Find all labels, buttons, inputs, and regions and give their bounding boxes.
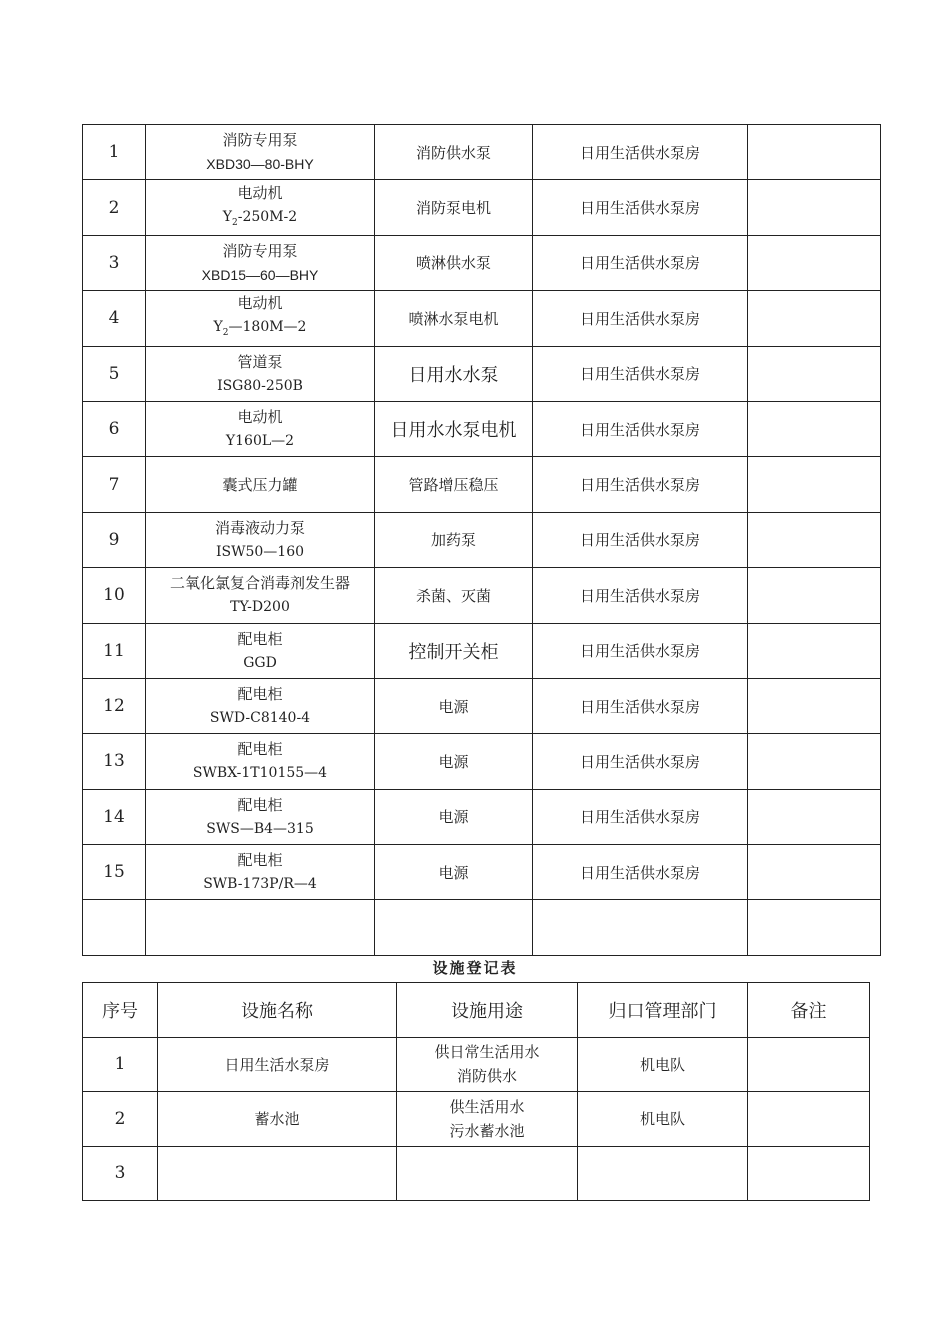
equipment-use: 消防供水泵 — [375, 125, 533, 180]
equipment-use: 电源 — [375, 678, 533, 733]
equipment-name-cell — [146, 125, 375, 180]
equipment-location: 日用生活供水泵房 — [533, 734, 748, 789]
equipment-table — [82, 124, 881, 956]
row-number: 1 — [83, 1037, 158, 1092]
equipment-use: 喷淋水泵电机 — [375, 291, 533, 346]
row-number: 3 — [83, 1146, 158, 1201]
equipment-location: 日用生活供水泵房 — [533, 845, 748, 900]
equipment-name-cell — [146, 235, 375, 290]
header-department: 归口管理部门 — [578, 983, 748, 1038]
equipment-location: 日用生活供水泵房 — [533, 457, 748, 512]
row-number: 13 — [83, 734, 146, 789]
registry-title: 设施登记表 — [432, 959, 518, 977]
equipment-remark — [748, 291, 881, 346]
table-row — [83, 346, 881, 401]
equipment-location: 日用生活供水泵房 — [533, 125, 748, 180]
equipment-model: XBD30—80-BHY — [206, 156, 314, 173]
row-number: 2 — [83, 180, 146, 235]
equipment-model: GGD — [243, 654, 277, 671]
equipment-use: 电源 — [375, 789, 533, 844]
equipment-location: 日用生活供水泵房 — [533, 623, 748, 678]
equipment-model: XBD15—60—BHY — [201, 266, 319, 283]
equipment-name: 电动机 — [237, 294, 283, 313]
table-row — [83, 291, 881, 346]
equipment-remark — [748, 180, 881, 235]
table-row — [83, 1146, 870, 1201]
equipment-remark — [748, 235, 881, 290]
equipment-use — [375, 900, 533, 955]
model-prefix: Y — [213, 319, 223, 336]
equipment-location — [533, 900, 748, 955]
equipment-name-cell — [146, 401, 375, 456]
row-number: 9 — [83, 512, 146, 567]
row-number: 5 — [83, 346, 146, 401]
equipment-use: 电源 — [375, 734, 533, 789]
equipment-use: 控制开关柜 — [375, 623, 533, 678]
facility-department: 机电队 — [578, 1037, 748, 1092]
equipment-remark — [748, 568, 881, 623]
facility-use-line: 供生活用水 — [449, 1097, 525, 1116]
facility-name — [158, 1146, 397, 1201]
equipment-location: 日用生活供水泵房 — [533, 512, 748, 567]
equipment-model: ISG80-250B — [217, 377, 303, 394]
equipment-name: 管道泵 — [237, 352, 283, 371]
equipment-name-cell — [146, 623, 375, 678]
equipment-name — [146, 900, 375, 955]
facility-use-cell — [397, 1092, 578, 1147]
equipment-model — [146, 205, 374, 235]
equipment-use: 日用水水泵电机 — [375, 401, 533, 456]
facility-name: 蓄水池 — [158, 1092, 397, 1147]
equipment-remark — [748, 125, 881, 180]
model-subscript: 2 — [232, 217, 238, 228]
table-row — [83, 623, 881, 678]
facility-department: 机电队 — [578, 1092, 748, 1147]
equipment-use: 消防泵电机 — [375, 180, 533, 235]
equipment-location: 日用生活供水泵房 — [533, 678, 748, 733]
row-number: 10 — [83, 568, 146, 623]
equipment-name: 电动机 — [237, 183, 283, 202]
equipment-model: TY-D200 — [230, 599, 290, 616]
model-subscript: 2 — [222, 328, 229, 339]
equipment-model: ISW50—160 — [215, 543, 305, 560]
equipment-use: 管路增压稳压 — [375, 457, 533, 512]
table-row — [83, 1092, 870, 1147]
facility-remark — [748, 1092, 870, 1147]
header-remark: 备注 — [748, 983, 870, 1038]
equipment-use: 日用水水泵 — [375, 346, 533, 401]
row-number: 11 — [83, 623, 146, 678]
equipment-location: 日用生活供水泵房 — [533, 346, 748, 401]
equipment-name: 配电柜 — [237, 629, 283, 648]
equipment-location: 日用生活供水泵房 — [533, 401, 748, 456]
table-row — [83, 568, 881, 623]
equipment-name: 二氧化氯复合消毒剂发生器 — [169, 574, 350, 593]
equipment-remark — [748, 512, 881, 567]
row-number: 12 — [83, 678, 146, 733]
table-row — [83, 734, 881, 789]
equipment-remark — [748, 623, 881, 678]
equipment-model: SWD-C8140-4 — [209, 710, 311, 727]
model-prefix: Y — [222, 208, 233, 225]
equipment-model: SWB-173P/R—4 — [203, 876, 317, 893]
equipment-model: SWS—B4—315 — [206, 820, 314, 837]
equipment-remark — [748, 457, 881, 512]
table-row — [83, 512, 881, 567]
table-row — [83, 845, 881, 900]
equipment-name-cell — [146, 180, 375, 235]
equipment-location: 日用生活供水泵房 — [533, 291, 748, 346]
facility-name: 日用生活水泵房 — [158, 1037, 397, 1092]
table-row — [83, 457, 881, 512]
equipment-model: Y160L—2 — [225, 433, 295, 450]
facility-use-cell — [397, 1146, 578, 1201]
equipment-name: 消毒液动力泵 — [214, 518, 305, 537]
equipment-model — [146, 315, 374, 345]
equipment-model: SWBX-1T10155—4 — [192, 765, 328, 782]
model-suffix: —180M—2 — [228, 319, 307, 336]
equipment-remark — [748, 734, 881, 789]
row-number: 14 — [83, 789, 146, 844]
row-number: 2 — [83, 1092, 158, 1147]
equipment-name: 电动机 — [237, 408, 283, 427]
row-number: 7 — [83, 457, 146, 512]
model-suffix: -250M-2 — [237, 208, 298, 225]
equipment-remark — [748, 789, 881, 844]
facility-use-line: 消防供水 — [456, 1067, 517, 1086]
facility-use-line: 供日常生活用水 — [434, 1043, 540, 1062]
facility-department — [578, 1146, 748, 1201]
equipment-name: 消防专用泵 — [222, 241, 298, 260]
table-row — [83, 125, 881, 180]
row-number: 1 — [83, 125, 146, 180]
equipment-name-cell — [146, 512, 375, 567]
row-number: 3 — [83, 235, 146, 290]
equipment-remark — [748, 900, 881, 955]
equipment-location: 日用生活供水泵房 — [533, 789, 748, 844]
equipment-use: 加药泵 — [375, 512, 533, 567]
registry-table — [82, 982, 870, 1201]
equipment-name: 配电柜 — [237, 740, 283, 759]
table-row — [83, 900, 881, 955]
equipment-remark — [748, 346, 881, 401]
equipment-name: 消防专用泵 — [222, 131, 298, 150]
table-row — [83, 401, 881, 456]
row-number: 6 — [83, 401, 146, 456]
equipment-name-cell — [146, 346, 375, 401]
equipment-use: 杀菌、灭菌 — [375, 568, 533, 623]
equipment-name-cell — [146, 678, 375, 733]
equipment-remark — [748, 845, 881, 900]
header-facility-name: 设施名称 — [158, 983, 397, 1038]
facility-use-line: 污水蓄水池 — [449, 1121, 525, 1140]
table-row — [83, 235, 881, 290]
equipment-remark — [748, 678, 881, 733]
equipment-location: 日用生活供水泵房 — [533, 568, 748, 623]
equipment-name: 配电柜 — [237, 851, 283, 870]
equipment-name: 囊式压力罐 — [146, 457, 375, 512]
equipment-name-cell — [146, 291, 375, 346]
equipment-name-cell — [146, 845, 375, 900]
equipment-name: 配电柜 — [237, 795, 283, 814]
facility-use-cell — [397, 1037, 578, 1092]
equipment-location: 日用生活供水泵房 — [533, 180, 748, 235]
table-header-row — [83, 983, 870, 1038]
equipment-remark — [748, 401, 881, 456]
facility-remark — [748, 1037, 870, 1092]
equipment-name-cell — [146, 568, 375, 623]
table-row — [83, 678, 881, 733]
equipment-name-cell — [146, 734, 375, 789]
row-number: 15 — [83, 845, 146, 900]
equipment-use: 喷淋供水泵 — [375, 235, 533, 290]
equipment-name: 配电柜 — [237, 685, 283, 704]
table-row — [83, 180, 881, 235]
row-number — [83, 900, 146, 955]
equipment-name-cell — [146, 789, 375, 844]
table-row — [83, 1037, 870, 1092]
facility-remark — [748, 1146, 870, 1201]
equipment-location: 日用生活供水泵房 — [533, 235, 748, 290]
header-facility-use: 设施用途 — [397, 983, 578, 1038]
row-number: 4 — [83, 291, 146, 346]
table-row — [83, 789, 881, 844]
header-number: 序号 — [83, 983, 158, 1038]
equipment-use: 电源 — [375, 845, 533, 900]
